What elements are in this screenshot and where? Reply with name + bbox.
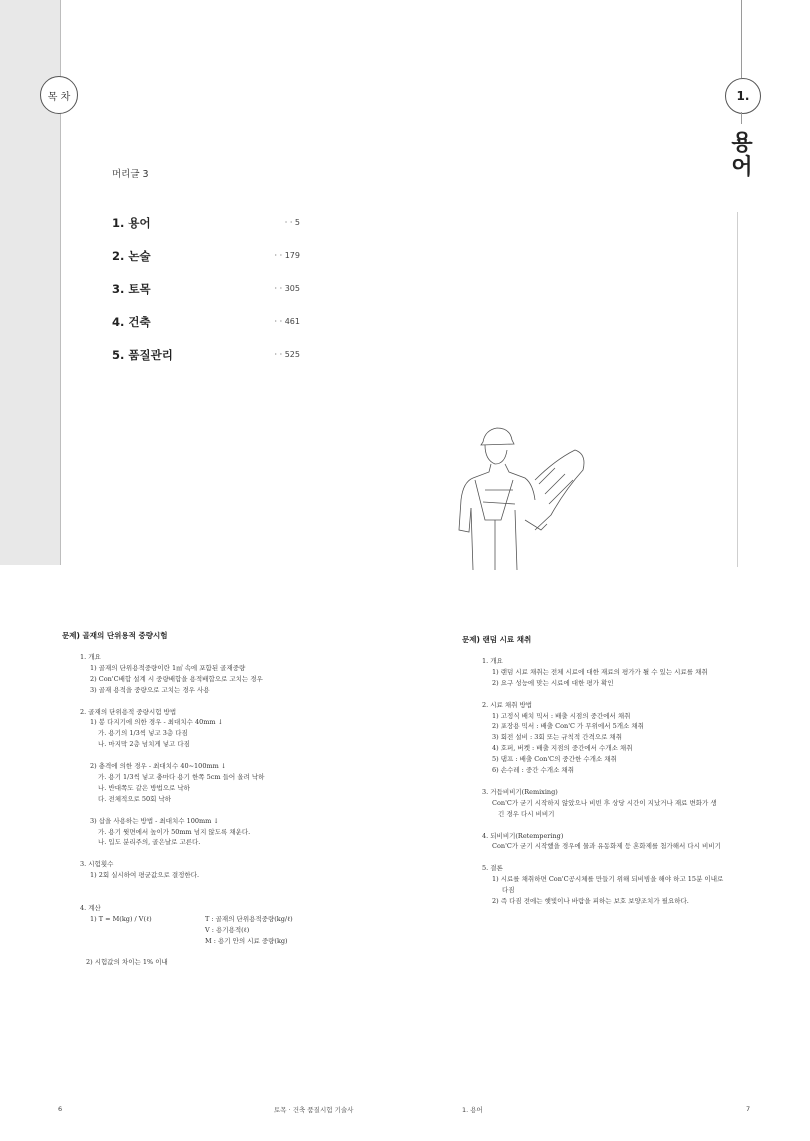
toc-item-title: 3. 토목 <box>112 282 151 296</box>
right-body-text <box>482 656 723 907</box>
text-line: 3) 골재 용적을 중량으로 고치는 경우 사용 <box>90 685 210 694</box>
toc-item-page: · · 461 <box>274 317 300 326</box>
text-line <box>482 689 723 700</box>
chapter-title: 용어 <box>731 131 753 180</box>
text-line: 2. 골재의 단위용적 중량시험 방법 <box>80 707 177 716</box>
text-line: 2) Con'C배합 설계 시 중량배합을 용적배합으로 고치는 경우 <box>90 674 263 683</box>
toc-item[interactable] <box>112 314 302 330</box>
text-line: V : 용기용적(ℓ) <box>205 925 250 934</box>
toc-item[interactable] <box>112 347 302 363</box>
chapter-side-line <box>737 212 738 567</box>
toc-item-page: · · 305 <box>274 284 300 293</box>
text-line: Con'C가 굳기 시작했을 경우에 물과 유동화제 등 혼화제를 첨가해서 다시 비비기 <box>492 842 721 851</box>
text-line: 다. 전체적으로 50회 낙하 <box>98 794 172 803</box>
toc-item-page: · · 525 <box>274 350 300 359</box>
worker-illustration <box>455 420 590 570</box>
text-line: T : 골재의 단위용적중량(kg/ℓ) <box>205 915 293 923</box>
text-line: 6) 손수레 : 중간 수개소 채취 <box>492 766 574 775</box>
toc-item[interactable] <box>112 215 302 231</box>
text-line: 1. 개요 <box>482 657 503 665</box>
toc-item-page: · · 5 <box>284 218 300 227</box>
text-line: 4) 호퍼, 버켓 : 배출 지점의 중간에서 수개소 채취 <box>492 744 633 753</box>
footer-page-number-left: 6 <box>58 1105 63 1113</box>
text-line <box>80 892 264 903</box>
calc-definitions <box>205 914 293 947</box>
toc-item-page: · · 179 <box>274 251 300 260</box>
text-line: 4. 계산 <box>80 903 101 912</box>
text-line: 1) 랜덤 시료 채취는 전체 시료에 대한 재료의 평가가 될 수 있는 시료를 채취 <box>492 667 708 676</box>
footer-page-number-right: 7 <box>746 1105 751 1113</box>
text-line: 나. 마지막 2층 넘치게 넣고 다짐 <box>98 740 190 749</box>
text-line: 가. 용기 윗면에서 높이가 50mm 넘지 않도록 채운다. <box>98 827 251 836</box>
text-line: 나. 반대쪽도 같은 방법으로 낙하 <box>98 783 190 792</box>
text-line: M : 용기 안의 시료 중량(kg) <box>205 936 288 945</box>
text-line: 다짐 <box>502 886 515 895</box>
chapter-line-top <box>741 0 742 78</box>
text-line <box>80 946 264 957</box>
chapter-number: 1. <box>725 78 761 114</box>
text-line: 1) 고정식 배치 믹서 : 배출 시점의 중간에서 채취 <box>492 711 631 720</box>
text-line <box>80 750 264 761</box>
toc-item[interactable] <box>112 281 302 297</box>
text-line: 2) 시험값의 차이는 1% 이내 <box>86 958 168 967</box>
text-line: 2) 충격에 의한 경우 - 최대치수 40~100mm ↓ <box>90 762 227 771</box>
text-line: 긴 경우 다시 비비기 <box>498 809 555 818</box>
toc-item-title: 5. 품질관리 <box>112 348 173 362</box>
footer-chapter-title: 1. 용어 <box>462 1106 483 1114</box>
text-line <box>80 696 264 707</box>
preface-entry: 머리글 3 <box>112 169 149 180</box>
text-line: 가. 용기 1/3씩 넣고 충마다 용기 한쪽 5cm 들어 올려 낙하 <box>98 772 265 781</box>
footer-book-title: 토목 · 건축 품질시험 기술사 <box>274 1106 354 1114</box>
question-title: 문제) 랜덤 시료 채취 <box>462 635 532 644</box>
text-line <box>482 776 723 787</box>
text-line: 2. 시료 채취 방법 <box>482 700 533 709</box>
toc-item-title: 2. 논술 <box>112 249 151 263</box>
question-title: 문제) 골재의 단위용적 중량시험 <box>62 631 168 640</box>
text-line: 3) 회전 설비 : 3회 또는 규칙적 간격으로 채취 <box>492 733 622 742</box>
text-line <box>80 881 264 892</box>
text-line <box>80 805 264 816</box>
text-line: 4. 되비비기(Retempering) <box>482 831 564 840</box>
text-line: Con'C가 굳기 시작하지 않았으나 비빈 후 상당 시간이 지났거나 재료 변화가 생 <box>492 798 717 807</box>
text-line <box>482 852 723 863</box>
text-line <box>80 848 264 859</box>
text-line: 1) 골재의 단위용적중량이란 1㎥ 속에 포함된 골재중량 <box>90 663 246 672</box>
text-line: 1) 봉 다지기에 의한 경우 - 최대치수 40mm ↓ <box>90 718 224 727</box>
text-line <box>482 820 723 831</box>
text-line: 2) 포장용 믹서 : 배출 Con'C 가 무위에서 5개소 채취 <box>492 722 644 731</box>
toc-item-title: 1. 용어 <box>112 216 151 230</box>
text-line: 5) 댐프 : 배출 Con'C의 중간한 수개소 채취 <box>492 755 617 764</box>
text-line: 3. 시험횟수 <box>80 860 114 869</box>
text-line: 1. 개요 <box>80 653 101 661</box>
text-line: 가. 용기의 1/3씩 넣고 3층 다짐 <box>98 729 188 738</box>
toc-item-title: 4. 건축 <box>112 315 151 329</box>
text-line: 5. 결론 <box>482 864 503 873</box>
text-line: 나. 입도 분리주의, 골은날로 고른다. <box>98 838 201 847</box>
text-line: 2) 즉 다짐 전에는 햇빛이나 바람을 피하는 보호 보양조치가 필요하다. <box>492 896 689 905</box>
text-line: 1) 2회 실시하여 평균값으로 결정한다. <box>90 871 200 880</box>
text-line: 3) 삽을 사용하는 방법 - 최대치수 100mm ↓ <box>90 816 219 825</box>
text-line: 1) T = M(kg) / V(ℓ) <box>90 914 152 923</box>
chapter-line-bottom <box>741 112 742 124</box>
text-line: 3. 거듭비비기(Remixing) <box>482 787 558 796</box>
text-line: 1) 시료를 채취하면 Con'C공시체를 만들기 위해 되비빔을 해야 하고 15분 이내로 <box>492 875 724 884</box>
toc-label: 목 차 <box>40 76 78 114</box>
toc-item[interactable] <box>112 248 302 264</box>
text-line: 2) 요구 성능에 맞는 시료에 대한 평가 확인 <box>492 678 614 687</box>
